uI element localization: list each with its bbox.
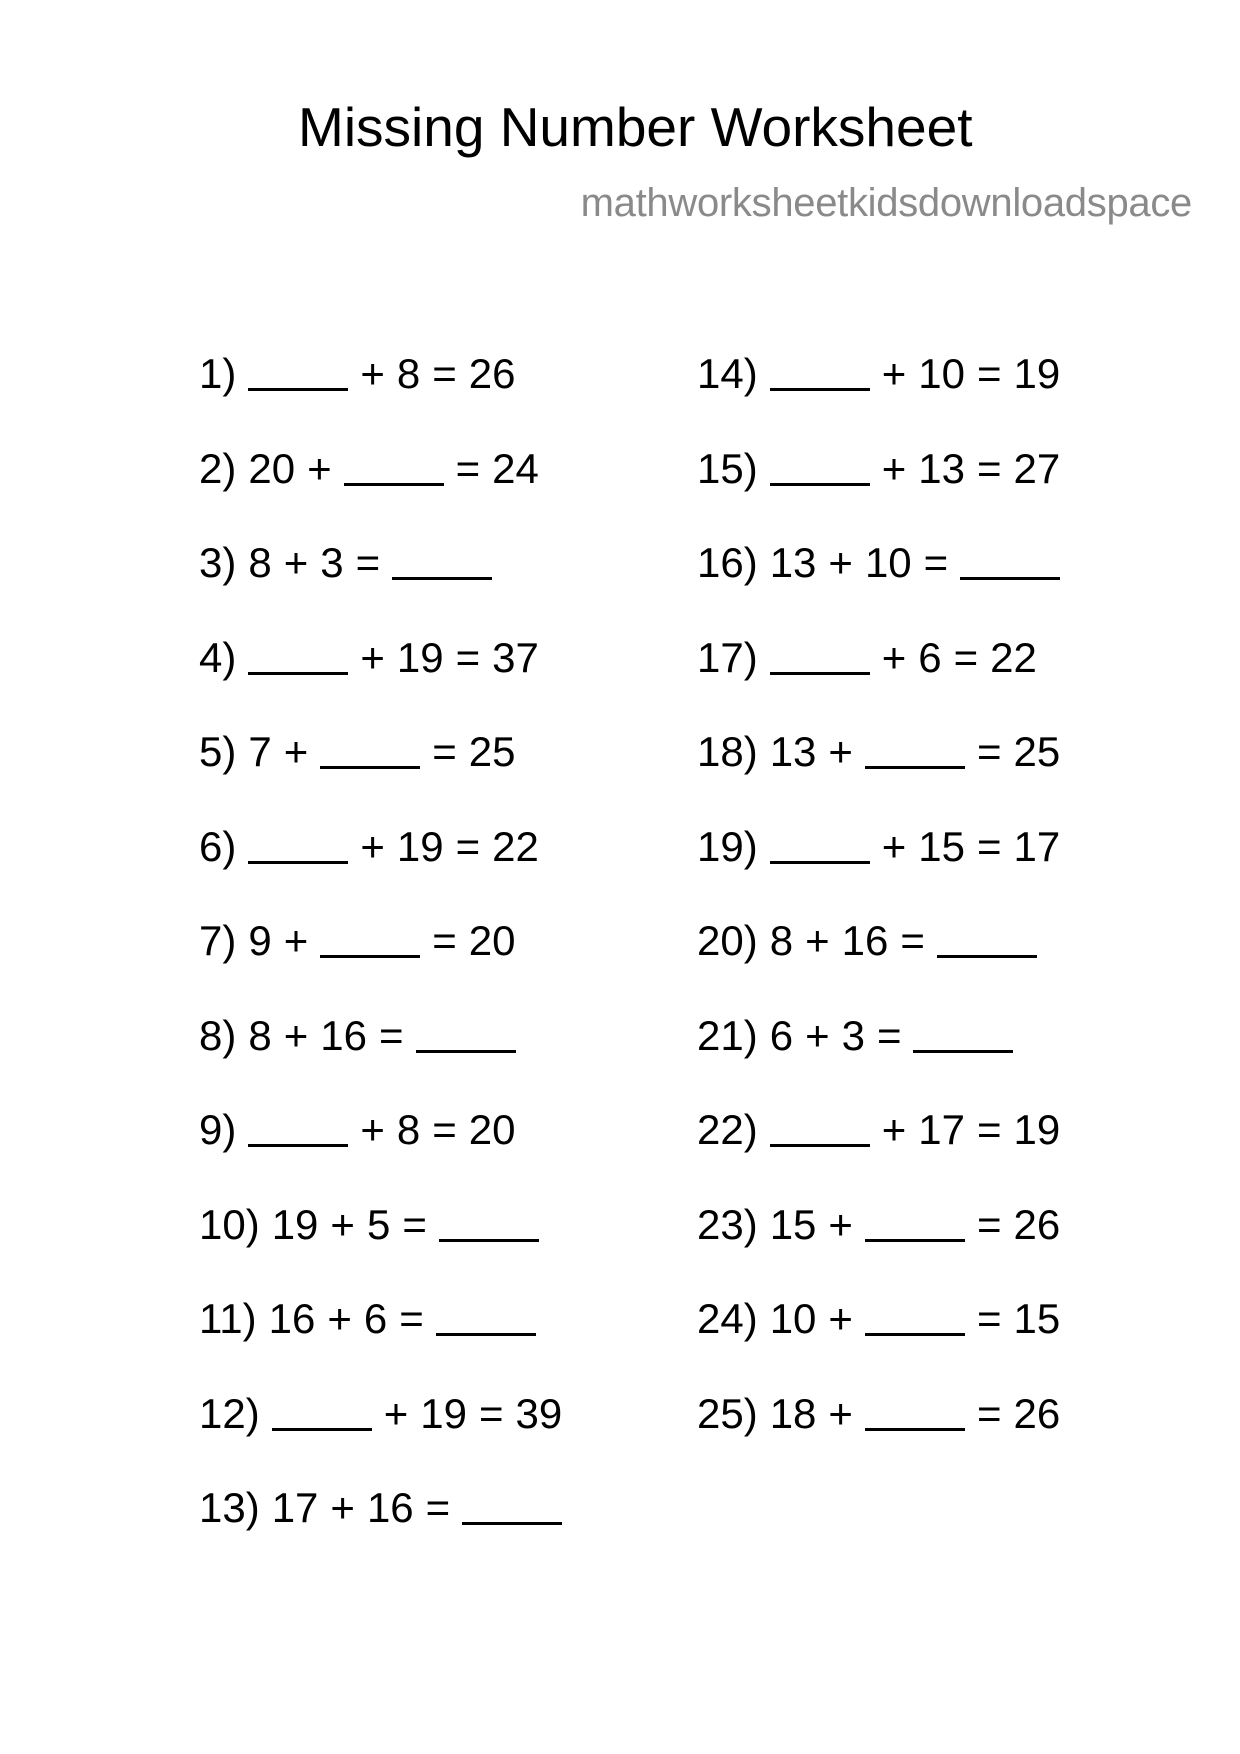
operator-plus: +: [360, 822, 385, 870]
problem-row: [697, 1390, 1072, 1485]
operator-plus: +: [881, 444, 907, 492]
problem-row: [199, 823, 574, 918]
operand-b: 19: [396, 822, 444, 870]
answer-blank-operand-b[interactable]: [865, 1390, 965, 1431]
operand-b: 19: [396, 633, 444, 681]
operator-plus: +: [881, 633, 907, 681]
problem-row: [199, 539, 574, 634]
operand-a: 13: [769, 728, 817, 775]
problem-row: [199, 1390, 574, 1485]
answer-blank-operand-b[interactable]: [344, 445, 444, 486]
problem-number: 8): [199, 1011, 237, 1059]
problem-number: 3): [199, 539, 237, 586]
problem-number: 19): [697, 822, 758, 870]
operand-a: 6: [769, 1011, 794, 1059]
answer-blank-operand-a[interactable]: [272, 1390, 372, 1431]
equals-sign: =: [432, 917, 457, 964]
problem-number: 22): [697, 1106, 758, 1153]
problem-row: [697, 1295, 1072, 1390]
equals-sign: =: [378, 1011, 404, 1059]
operator-plus: +: [828, 1389, 853, 1437]
operator-plus: +: [283, 917, 309, 964]
problem-row: [697, 634, 1072, 729]
problem-column-right: [697, 350, 1072, 1484]
answer-blank-result-value[interactable]: [937, 917, 1037, 958]
problem-row: [697, 917, 1072, 1012]
operand-b: 15: [918, 822, 965, 870]
problem-number: 17): [697, 633, 758, 681]
problem-row: [697, 1201, 1072, 1296]
operator-plus: +: [283, 1011, 309, 1059]
operator-plus: +: [330, 1484, 355, 1531]
answer-blank-operand-b[interactable]: [320, 728, 420, 769]
operator-plus: +: [828, 1200, 853, 1248]
result-value: 26: [468, 350, 516, 397]
operator-plus: +: [881, 822, 907, 870]
equals-sign: =: [953, 633, 979, 681]
problem-number: 12): [199, 1389, 260, 1437]
operand-b: 3: [841, 1011, 865, 1059]
problem-number: 11): [199, 1295, 257, 1342]
problem-number: 21): [697, 1011, 758, 1059]
problem-row: [697, 823, 1072, 918]
equals-sign: =: [900, 917, 925, 964]
problem-number: 5): [199, 728, 237, 775]
answer-blank-operand-b[interactable]: [320, 917, 420, 958]
problem-number: 14): [697, 350, 758, 397]
problem-row: [199, 1106, 574, 1201]
operand-b: 16: [841, 917, 889, 964]
operand-a: 20: [248, 444, 296, 492]
problem-row: [199, 728, 574, 823]
problem-number: 18): [697, 728, 758, 775]
result-value: 19: [1013, 1106, 1061, 1153]
operand-b: 5: [366, 1200, 391, 1248]
equals-sign: =: [876, 1011, 902, 1059]
operand-a: 15: [769, 1200, 817, 1248]
equals-sign: =: [399, 1295, 424, 1342]
operator-plus: +: [828, 728, 853, 775]
equals-sign: =: [976, 1106, 1002, 1153]
equals-sign: =: [455, 633, 481, 681]
equals-sign: =: [432, 728, 457, 775]
operator-plus: +: [805, 917, 830, 964]
result-value: 22: [990, 633, 1037, 681]
problem-row: [697, 1012, 1072, 1107]
result-value: 25: [468, 728, 516, 775]
answer-blank-operand-a[interactable]: [770, 1106, 870, 1147]
operand-a: 10: [769, 1295, 817, 1342]
result-value: 27: [1013, 444, 1061, 492]
problem-row: [199, 445, 574, 540]
equals-sign: =: [976, 350, 1002, 397]
operand-b: 10: [864, 539, 912, 586]
problem-row: [199, 350, 574, 445]
operand-b: 16: [366, 1484, 414, 1531]
operator-plus: +: [828, 1295, 853, 1342]
equals-sign: =: [976, 1200, 1002, 1248]
operator-plus: +: [360, 350, 385, 397]
operand-b: 10: [918, 350, 965, 397]
operand-a: 18: [769, 1389, 817, 1437]
answer-blank-result-value[interactable]: [416, 1012, 516, 1053]
operator-plus: +: [828, 539, 853, 586]
operand-b: 17: [918, 1106, 965, 1153]
answer-blank-operand-a[interactable]: [770, 445, 870, 486]
operand-a: 7: [248, 728, 272, 775]
operator-plus: +: [283, 728, 309, 775]
equals-sign: =: [402, 1200, 427, 1248]
equals-sign: =: [976, 728, 1002, 775]
answer-blank-operand-a[interactable]: [770, 823, 870, 864]
operand-a: 8: [248, 539, 272, 586]
answer-blank-operand-a[interactable]: [770, 350, 870, 391]
result-value: 22: [492, 822, 539, 870]
problem-number: 23): [697, 1200, 758, 1248]
operand-a: 13: [769, 539, 817, 586]
equals-sign: =: [976, 822, 1002, 870]
answer-blank-operand-b[interactable]: [865, 1201, 965, 1242]
result-value: 39: [515, 1389, 563, 1437]
problem-row: [199, 1012, 574, 1107]
result-value: 26: [1013, 1389, 1061, 1437]
result-value: 37: [492, 633, 539, 681]
problem-number: 1): [199, 350, 237, 397]
operator-plus: +: [881, 1106, 907, 1153]
answer-blank-operand-a[interactable]: [248, 823, 348, 864]
operand-b: 19: [420, 1389, 467, 1437]
operator-plus: +: [327, 1295, 352, 1342]
result-value: 26: [1013, 1200, 1061, 1248]
equals-sign: =: [976, 1295, 1002, 1342]
operand-a: 8: [769, 917, 794, 964]
problem-number: 9): [199, 1106, 237, 1153]
operator-plus: +: [881, 350, 907, 397]
answer-blank-result-value[interactable]: [462, 1484, 562, 1525]
operator-plus: +: [360, 633, 385, 681]
result-value: 24: [492, 444, 539, 492]
operator-plus: +: [283, 539, 309, 586]
equals-sign: =: [455, 444, 481, 492]
equals-sign: =: [976, 444, 1002, 492]
equals-sign: =: [478, 1389, 504, 1437]
answer-blank-operand-a[interactable]: [248, 350, 348, 391]
equals-sign: =: [355, 539, 381, 586]
operand-b: 8: [396, 350, 421, 397]
problem-row: [697, 539, 1072, 634]
answer-blank-operand-a[interactable]: [248, 1106, 348, 1147]
operator-plus: +: [330, 1200, 355, 1248]
result-value: 15: [1013, 1295, 1061, 1342]
equals-sign: =: [425, 1484, 451, 1531]
result-value: 17: [1013, 822, 1061, 870]
problem-number: 25): [697, 1389, 758, 1437]
answer-blank-result-value[interactable]: [439, 1201, 539, 1242]
answer-blank-result-value[interactable]: [913, 1012, 1013, 1053]
problem-row: [697, 445, 1072, 540]
equals-sign: =: [455, 822, 481, 870]
result-value: 20: [468, 1106, 516, 1153]
page-title: Missing Number Worksheet: [298, 96, 973, 158]
equals-sign: =: [432, 350, 457, 397]
operand-b: 13: [918, 444, 965, 492]
problem-row: [199, 1484, 574, 1579]
result-value: 20: [468, 917, 516, 964]
operand-a: 19: [271, 1200, 319, 1248]
problem-number: 15): [697, 444, 758, 492]
problem-number: 16): [697, 539, 758, 586]
operator-plus: +: [805, 1011, 830, 1059]
problem-row: [199, 1295, 574, 1390]
answer-blank-result-value[interactable]: [392, 539, 492, 580]
problem-number: 4): [199, 633, 237, 681]
problem-row: [697, 350, 1072, 445]
problem-row: [199, 634, 574, 729]
answer-blank-result-value[interactable]: [960, 539, 1060, 580]
problem-row: [697, 728, 1072, 823]
problem-number: 10): [199, 1200, 260, 1248]
problem-number: 13): [199, 1484, 260, 1531]
problem-number: 7): [199, 917, 237, 964]
operand-a: 9: [248, 917, 272, 964]
operand-b: 6: [363, 1295, 388, 1342]
operand-a: 17: [271, 1484, 319, 1531]
problem-column-left: [199, 350, 574, 1579]
operand-b: 8: [396, 1106, 421, 1153]
problem-number: 6): [199, 822, 237, 870]
operator-plus: +: [360, 1106, 385, 1153]
operand-b: 6: [918, 633, 942, 681]
source-watermark: mathworksheetkidsdownloadspace: [580, 181, 1192, 225]
operand-b: 3: [320, 539, 344, 586]
answer-blank-operand-a[interactable]: [770, 634, 870, 675]
operand-a: 8: [248, 1011, 272, 1059]
problem-row: [697, 1106, 1072, 1201]
operator-plus: +: [383, 1389, 409, 1437]
answer-blank-operand-a[interactable]: [248, 634, 348, 675]
operator-plus: +: [307, 444, 332, 492]
equals-sign: =: [976, 1389, 1002, 1437]
problem-number: 2): [199, 444, 237, 492]
problem-number: 24): [697, 1295, 758, 1342]
answer-blank-operand-b[interactable]: [865, 1295, 965, 1336]
equals-sign: =: [923, 539, 949, 586]
result-value: 25: [1013, 728, 1061, 775]
result-value: 19: [1013, 350, 1061, 397]
problem-row: [199, 917, 574, 1012]
problem-row: [199, 1201, 574, 1296]
equals-sign: =: [432, 1106, 457, 1153]
problem-number: 20): [697, 917, 758, 964]
operand-b: 16: [320, 1011, 367, 1059]
answer-blank-operand-b[interactable]: [865, 728, 965, 769]
answer-blank-result-value[interactable]: [436, 1295, 536, 1336]
operand-a: 16: [268, 1295, 316, 1342]
